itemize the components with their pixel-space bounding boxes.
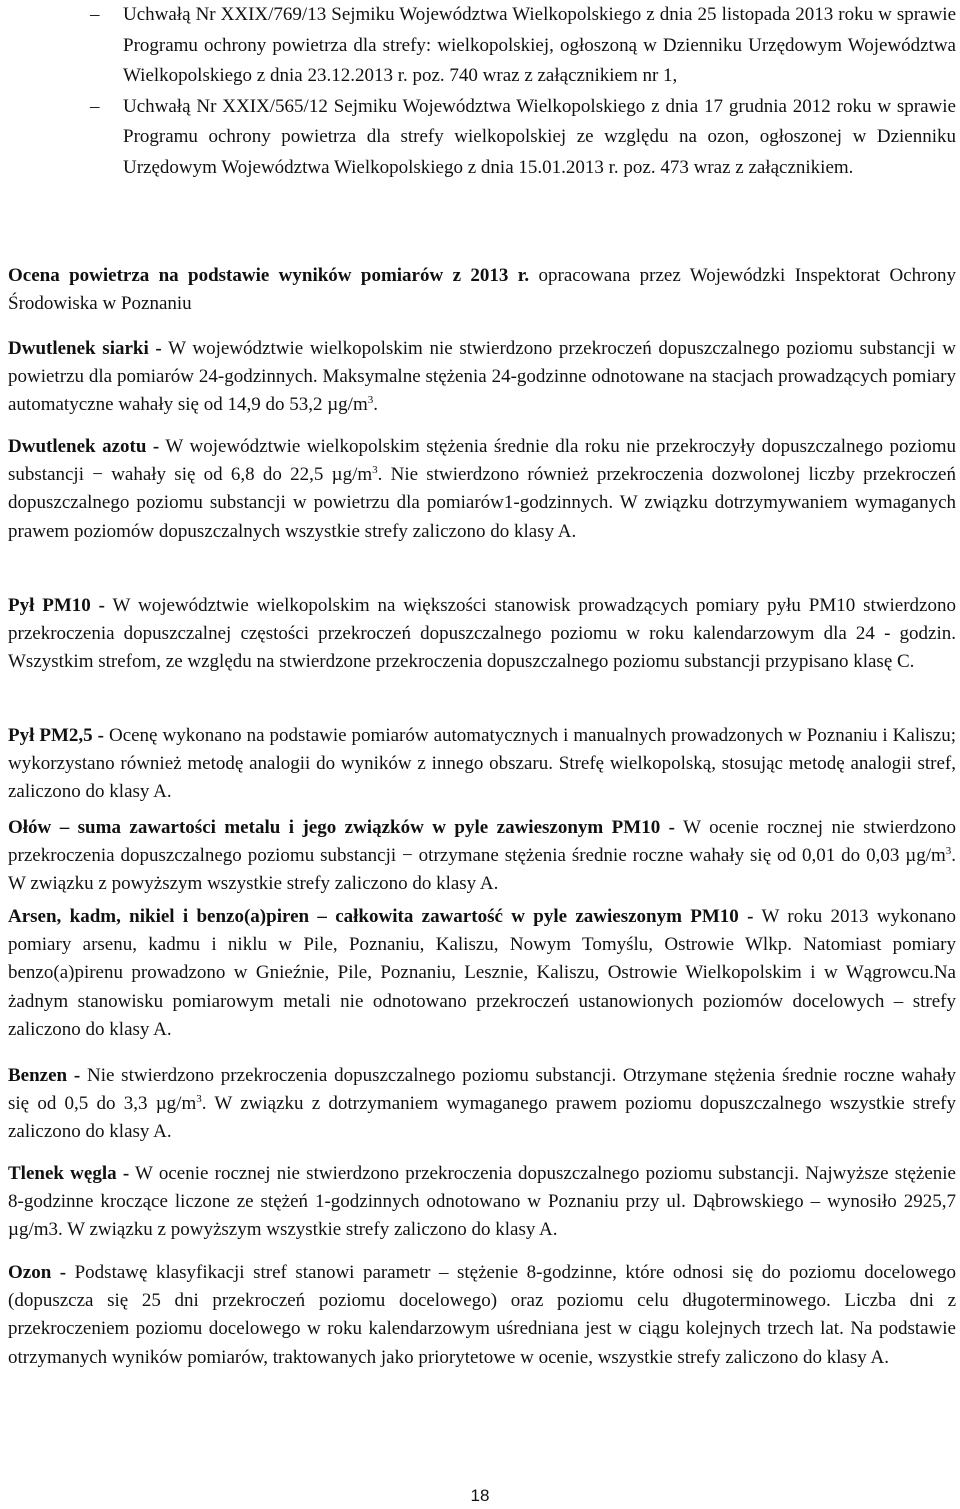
list-item-text: Uchwałą Nr XXIX/565/12 Sejmiku Województwa Wielkopolskiego z dnia 17 grudnia 2012 roku w sprawie Programu ochrony powietrza dla strefy wielkopolskiej ze względu na ozon, ogłoszonej w Dzienniku Urzędowym Województwa Wielkopolskiego z dnia 15.01.2013 r. poz. 473 wraz z załącznikiem. <box>123 95 956 178</box>
paragraph-text: Nie stwierdzono przekroczenia dopuszczalnego poziomu substancji. Otrzymane stężenia średnie roczne wahały się od 0,5 do 3,3 µg/m <box>8 1065 956 1115</box>
paragraph-no2 <box>8 433 956 546</box>
superscript: 3 <box>372 464 378 477</box>
paragraph-label: Arsen, kadm, nikiel i benzo(a)piren – całkowita zawartość w pyle zawieszonym PM10 - <box>8 906 754 927</box>
paragraph-text: Ocenę wykonano na podstawie pomiarów automatycznych i manualnych prowadzonych w Poznaniu i Kaliszu; wykorzystano również metodę analogii do wyników z innego obszaru. Strefę wielkopolską, stosując metodę analogii stref, zaliczono do klasy A. <box>8 725 956 803</box>
paragraph-text: W województwie wielkopolskim nie stwierdzono przekroczeń dopuszczalnego poziomu substancji w powietrzu dla pomiarów 24-godzinnych. Maksymalne stężenia 24-godzinne odnotowane na stacjach prowadzących pomiary automatyczne wahały się od 14,9 do 53,2 µg/m <box>8 338 956 416</box>
legal-basis-list <box>0 0 960 183</box>
paragraph-label: Ołów – suma zawartości metalu i jego związków w pyle zawieszonym PM10 - <box>8 817 675 838</box>
superscript: 3 <box>945 845 952 858</box>
paragraph-text: . Nie stwierdzono również przekroczenia dozwolonej liczby przekroczeń dopuszczalnego poziomu substancji w powietrzu dla pomiarów1-godzinnych. W związku dotrzymywaniem wymaganych prawem poziomów dopuszczalnych wszystkie strefy zaliczono do klasy A. <box>8 464 956 542</box>
paragraph-label: Pył PM2,5 - <box>8 725 104 746</box>
paragraph-text: W ocenie rocznej nie stwierdzono przekroczenia dopuszczalnego poziomu substancji. Najwyższe stężenie 8-godzinne kroczące liczone ze stężeń 1-godzinnych odnotowano w Poznaniu przy ul. Dąbrowskiego – wynosiło 2925,7 µg/m3. W związku z powyższym wszystkie strefy zaliczono do klasy A. <box>8 1163 956 1241</box>
paragraph-label: Benzen - <box>8 1065 81 1086</box>
paragraph-text: . W związku z dotrzymaniem wymaganego prawem poziomu dopuszczalnego wszystkie strefy zaliczono do klasy A. <box>8 1093 956 1143</box>
list-item <box>0 0 960 92</box>
paragraph-metals <box>8 903 956 1044</box>
paragraph-text: . <box>373 394 378 416</box>
paragraph-pm10 <box>8 592 956 677</box>
paragraph-label: Pył PM10 - <box>8 595 105 616</box>
paragraph-benzene <box>8 1062 956 1147</box>
list-dash: – <box>90 4 100 25</box>
list-item-text: Uchwałą Nr XXIX/769/13 Sejmiku Województwa Wielkopolskiego z dnia 25 listopada 2013 roku w sprawie Programu ochrony powietrza dla strefy: wielkopolskiej, ogłoszoną w Dzienniku Urzędowym Województwa Wielkopolskiego z dnia 23.12.2013 r. poz. 740 wraz z załącznikiem nr 1, <box>123 4 956 86</box>
superscript: 3 <box>367 394 374 407</box>
paragraph-label: Dwutlenek siarki - <box>8 338 162 359</box>
page-number: 18 <box>470 1486 490 1505</box>
list-dash: – <box>90 95 100 117</box>
paragraph-co <box>8 1160 956 1245</box>
section-heading <box>8 262 956 318</box>
paragraph-ozone <box>8 1259 956 1372</box>
paragraph-pm25 <box>8 722 956 807</box>
paragraph-text: Podstawę klasyfikacji stref stanowi parametr – stężenie 8-godzinne, które odnosi się do poziomu docelowego (dopuszcza się 25 dni przekroczeń poziomu docelowego) oraz poziomu celu długoterminowego. Liczba dni z przekroczeniem poziomu docelowego w roku kalendarzowym uśredniana jest w ciągu kolejnych trzech lat. Na podstawie otrzymanych wyników pomiarów, traktowanych jako priorytetowe w ocenie, wszystkie strefy zaliczono do klasy A. <box>8 1262 956 1368</box>
paragraph-text: W województwie wielkopolskim na większości stanowisk prowadzących pomiary pyłu PM10 stwierdzono przekroczenia dopuszczalnej częstości przekroczeń dopuszczalnego poziomu w roku kalendarzowym dla 24 - godzin. Wszystkim strefom, ze względu na stwierdzone przekroczenia dopuszczalnego poziomu substancji przypisano klasę C. <box>8 595 956 673</box>
paragraph-label: Tlenek węgla - <box>8 1163 130 1184</box>
paragraph-text: W ocenie rocznej nie stwierdzono przekroczenia dopuszczalnego poziomu substancji − otrzymane stężenia średnie roczne wahały się od 0,01 do 0,03 µg/m <box>8 817 957 867</box>
superscript: 3 <box>196 1093 202 1106</box>
paragraph-so2 <box>8 335 956 420</box>
heading-normal: opracowana przez Wojewódzki Inspektorat Ochrony Środowiska w Poznaniu <box>8 265 956 314</box>
paragraph-text: . W związku z powyższym wszystkie strefy zaliczono do klasy A. <box>8 845 956 895</box>
paragraph-label: Dwutlenek azotu - <box>8 436 160 457</box>
heading-bold: Ocena powietrza na podstawie wyników pomiarów z 2013 r. <box>8 265 530 286</box>
list-item <box>0 92 960 184</box>
paragraph-text: W województwie wielkopolskim stężenia średnie dla roku nie przekroczyły dopuszczalnego poziomu substancji − wahały się od 6,8 do 22,5 µg/m <box>8 436 956 486</box>
paragraph-label: Ozon - <box>8 1262 67 1283</box>
paragraph-text: W roku 2013 wykonano pomiary arsenu, kadmu i niklu w Pile, Poznaniu, Kaliszu, Nowym Tomyślu, Ostrowie Wlkp. Natomiast pomiary benzo(a)pirenu prowadzono w Gnieźnie, Pile, Poznaniu, Lesznie, Kaliszu, Ostrowie Wielkopolskim i w Wągrowcu.Na żadnym stanowisku pomiarowym metali nie odnotowano przekroczeń ustanowionych poziomów docelowych – strefy zaliczono do klasy A. <box>8 906 956 1040</box>
paragraph-lead <box>8 814 956 899</box>
